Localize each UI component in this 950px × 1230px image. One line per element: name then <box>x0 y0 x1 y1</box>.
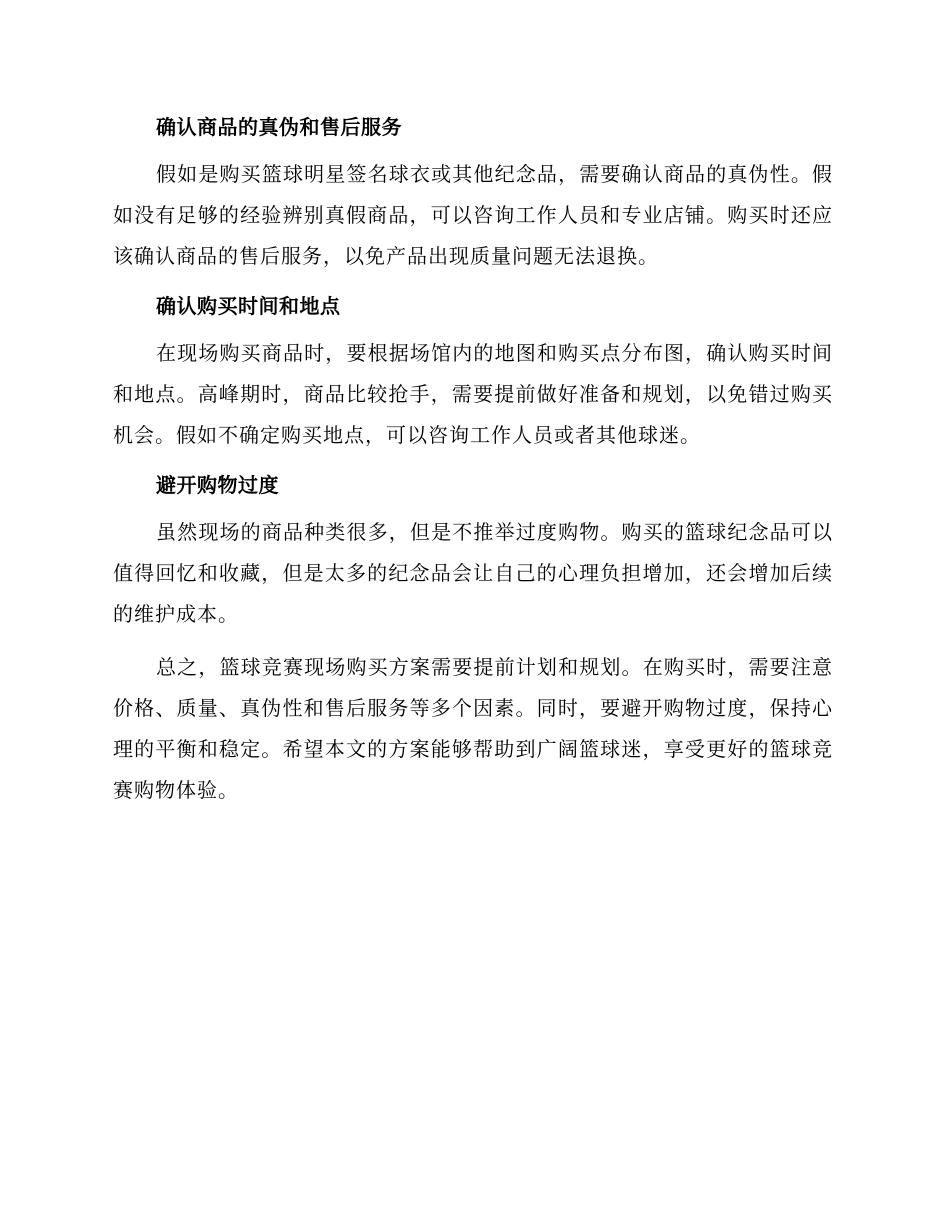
section-heading-avoid-overbuying: 避开购物过度 <box>156 473 279 497</box>
section-paragraph-authenticity: 假如是购买篮球明星签名球衣或其他纪念品，需要确认商品的真伪性。假如没有足够的经验辨别真假商品，可以咨询工作人员和专业店铺。购买时还应该确认商品的售后服务，以免产品出现质量问题无法退换。 <box>113 162 833 268</box>
conclusion-paragraph: 总之，篮球竞赛现场购买方案需要提前计划和规划。在购买时，需要注意价格、质量、真伪性和售后服务等多个因素。同时，要避开购物过度，保持心理的平衡和稳定。希望本文的方案能够帮助到广阔篮球迷，享受更好的篮球竞赛购物体验。 <box>113 655 833 802</box>
section-paragraph-avoid-overbuying: 虽然现场的商品种类很多，但是不推举过度购物。购买的篮球纪念品可以值得回忆和收藏，但是太多的纪念品会让自己的心理负担增加，还会增加后续的维护成本。 <box>113 520 833 626</box>
section-paragraph-time-location: 在现场购买商品时，要根据场馆内的地图和购买点分布图，确认购买时间和地点。高峰期时，商品比较抢手，需要提前做好准备和规划，以免错过购买机会。假如不确定购买地点，可以咨询工作人员或者其他球迷。 <box>113 341 833 447</box>
section-heading-time-location: 确认购买时间和地点 <box>156 294 341 318</box>
section-heading-authenticity: 确认商品的真伪和售后服务 <box>156 115 402 139</box>
document-body <box>113 110 833 823</box>
